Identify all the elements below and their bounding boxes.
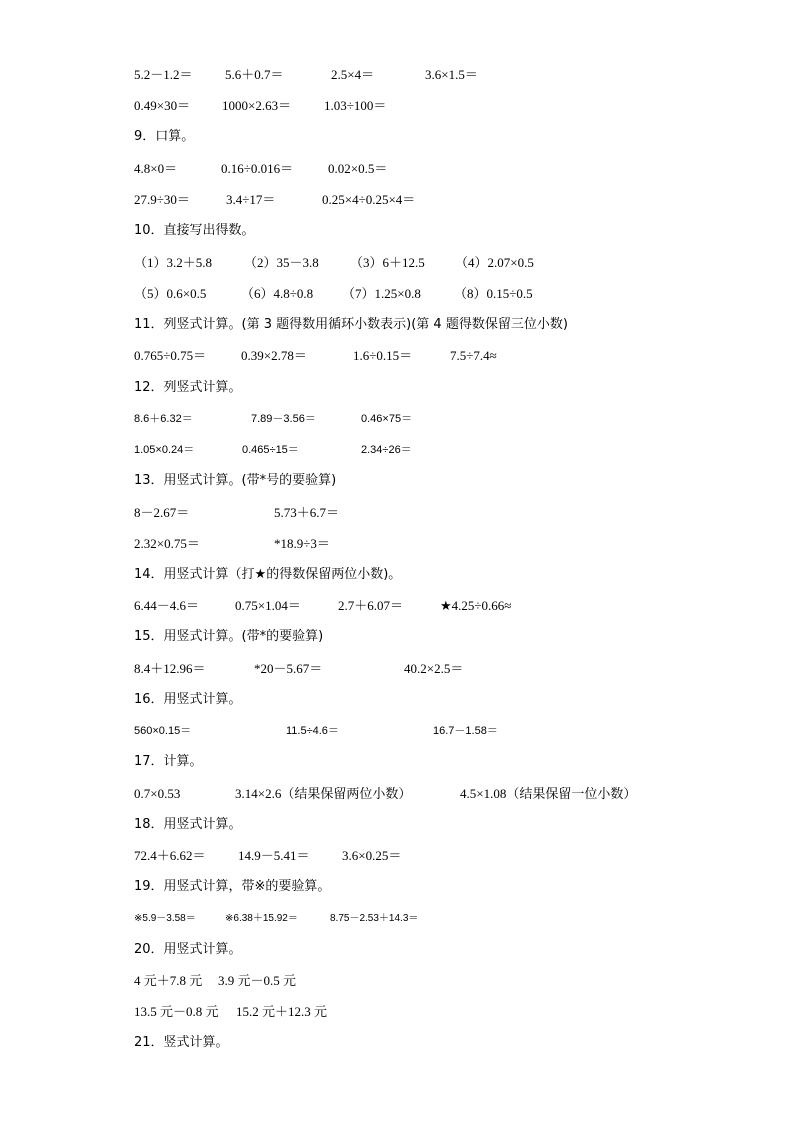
question-title: 15．用竖式计算。(带*的要验算) <box>134 629 324 644</box>
problem: 0.39×2.78＝ <box>241 348 307 363</box>
problem: *18.9÷3＝ <box>274 536 330 551</box>
problem: 0.49×30＝ <box>134 98 191 113</box>
problem: 7.89－3.56＝ <box>251 413 316 425</box>
question-title: 11．列竖式计算。(第 3 题得数用循环小数表示)(第 4 题得数保留三位小数) <box>134 317 568 332</box>
problem: 8.75－2.53＋14.3＝ <box>330 913 419 924</box>
problem: 5.2－1.2＝ <box>134 67 193 82</box>
problem: 16.7－1.58＝ <box>433 725 498 737</box>
problem: 3.6×0.25＝ <box>342 848 402 863</box>
problem: 14.9－5.41＝ <box>238 848 310 863</box>
problem: 0.7×0.53 <box>134 786 181 801</box>
question-title: 19．用竖式计算，带※的要验算。 <box>134 879 331 894</box>
problem: ★4.25÷0.66≈ <box>440 598 512 613</box>
problem: 4.8×0＝ <box>134 161 178 176</box>
problem: 3.6×1.5＝ <box>425 67 478 82</box>
question-title: 17．计算。 <box>134 754 203 769</box>
problem: *20－5.67＝ <box>254 661 323 676</box>
problem: （5）0.6×0.5 <box>134 286 207 301</box>
problem: 3.14×2.6（结果保留两位小数） <box>235 786 412 801</box>
question-title: 9．口算。 <box>134 129 195 144</box>
question-title: 13．用竖式计算。(带*号的要验算) <box>134 473 337 488</box>
problem: 13.5 元－0.8 元 <box>134 1004 219 1019</box>
problem: 0.46×75＝ <box>361 413 413 425</box>
problem: 1.05×0.24＝ <box>134 444 195 456</box>
problem: 15.2 元＋12.3 元 <box>236 1004 328 1019</box>
problem: （1）3.2＋5.8 <box>134 255 213 270</box>
problem: 0.465÷15＝ <box>242 444 299 456</box>
problem: 560×0.15＝ <box>134 725 192 737</box>
problem: 3.9 元－0.5 元 <box>218 973 297 988</box>
problem: 4.5×1.08（结果保留一位小数） <box>460 786 637 801</box>
problem: 8－2.67＝ <box>134 505 190 520</box>
problem: 0.25×4÷0.25×4＝ <box>322 192 416 207</box>
problem: 1.6÷0.15＝ <box>353 348 413 363</box>
problem: 2.32×0.75＝ <box>134 536 200 551</box>
problem: 1.03÷100＝ <box>324 98 387 113</box>
problem: 1000×2.63＝ <box>222 98 292 113</box>
problem: 2.5×4＝ <box>331 67 375 82</box>
problem: 3.4÷17＝ <box>226 192 276 207</box>
problem: 72.4＋6.62＝ <box>134 848 206 863</box>
problem: 4 元＋7.8 元 <box>134 973 203 988</box>
problem: 0.16÷0.016＝ <box>221 161 294 176</box>
question-title: 14．用竖式计算（打★的得数保留两位小数)。 <box>134 567 402 582</box>
problem: ※6.38＋15.92＝ <box>225 913 298 924</box>
problem: 27.9÷30＝ <box>134 192 190 207</box>
question-title: 12．列竖式计算。 <box>134 380 242 395</box>
problem: 6.44－4.6＝ <box>134 598 200 613</box>
problem: 0.75×1.04＝ <box>235 598 301 613</box>
problem: 11.5÷4.6＝ <box>286 725 339 737</box>
problem: 0.02×0.5＝ <box>328 161 388 176</box>
problem: 2.7＋6.07＝ <box>338 598 404 613</box>
question-title: 21．竖式计算。 <box>134 1035 229 1050</box>
problem: 8.4＋12.96＝ <box>134 661 206 676</box>
problem: 2.34÷26＝ <box>361 444 412 456</box>
problem: （3）6＋12.5 <box>350 255 425 270</box>
question-title: 16．用竖式计算。 <box>134 692 242 707</box>
problem: 40.2×2.5＝ <box>404 661 464 676</box>
problem: （2）35－3.8 <box>244 255 319 270</box>
question-title: 18．用竖式计算。 <box>134 817 242 832</box>
problem: 8.6＋6.32＝ <box>134 413 193 425</box>
problem: ※5.9－3.58＝ <box>134 913 196 924</box>
question-title: 20．用竖式计算。 <box>134 942 242 957</box>
problem: 5.6＋0.7＝ <box>225 67 284 82</box>
problem: 5.73＋6.7＝ <box>274 505 340 520</box>
problem: （7）1.25×0.8 <box>342 286 421 301</box>
problem: 7.5÷7.4≈ <box>450 348 497 363</box>
problem: （4）2.07×0.5 <box>455 255 534 270</box>
problem: （8）0.15÷0.5 <box>454 286 533 301</box>
problem: 0.765÷0.75＝ <box>134 348 207 363</box>
question-title: 10．直接写出得数。 <box>134 223 255 238</box>
problem: （6）4.8÷0.8 <box>241 286 314 301</box>
